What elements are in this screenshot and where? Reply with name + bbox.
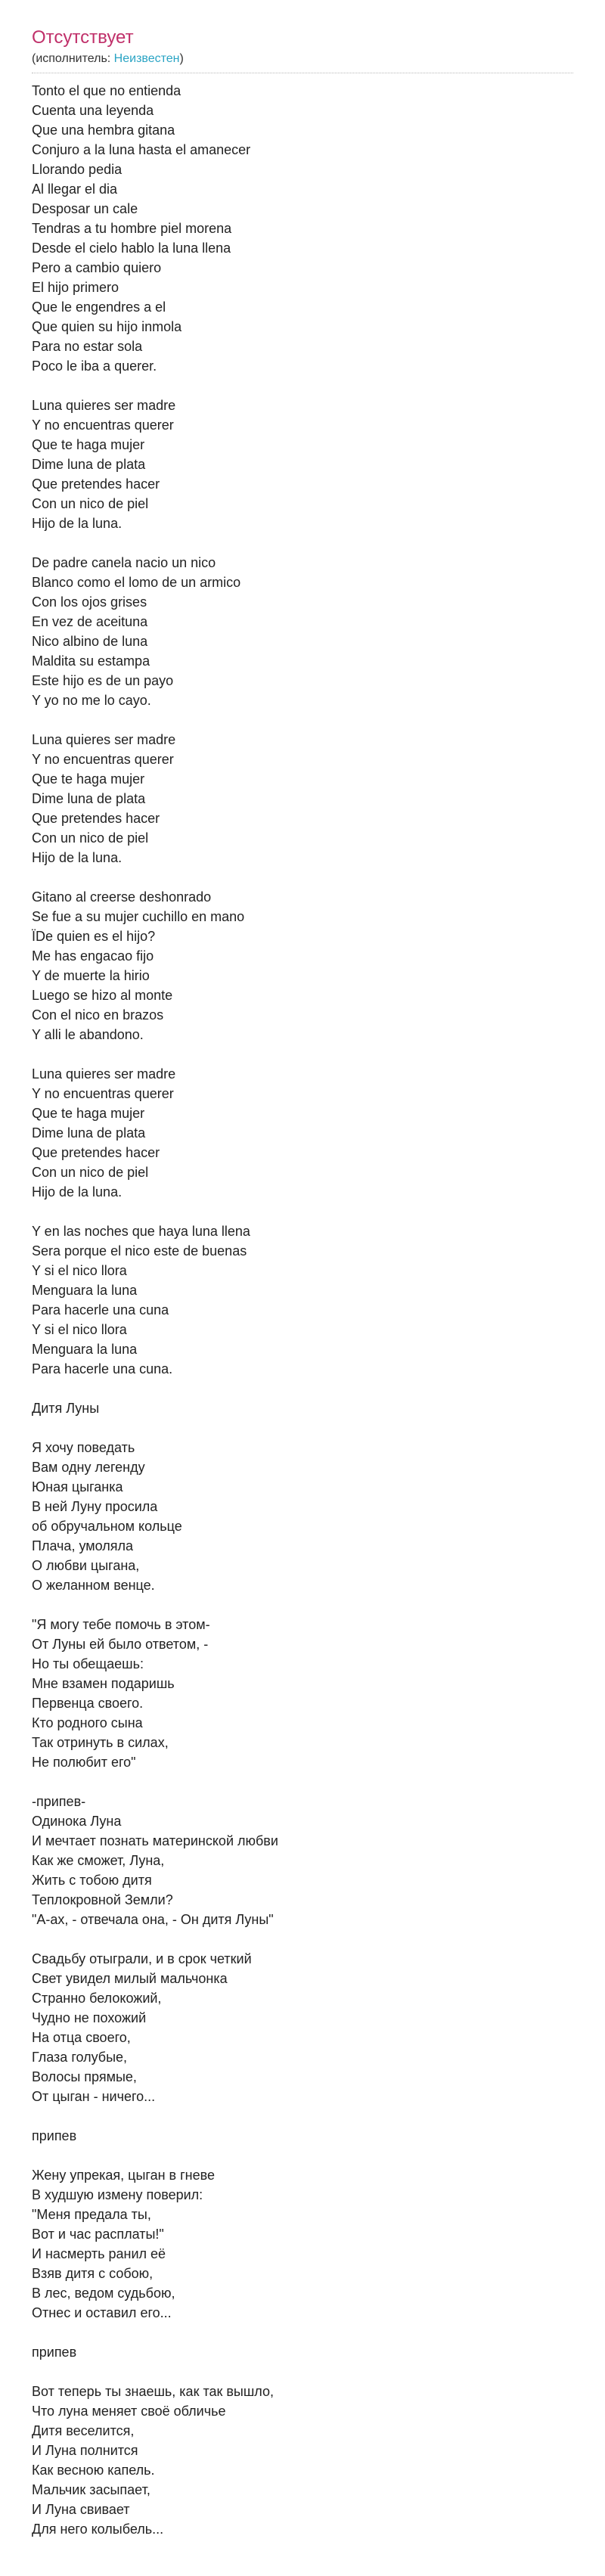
lyric-line: Que te haga mujer — [32, 1106, 145, 1121]
lyric-line: Взяв дитя с собою, — [32, 2266, 154, 2281]
lyric-line: В лес, ведом судьбою, — [32, 2286, 175, 2301]
stanza-break — [32, 2146, 573, 2165]
lyric-line: На отца своего, — [32, 2030, 131, 2045]
lyric-line: Dime luna de plata — [32, 1125, 146, 1141]
lyric-line: Maldita su estampa — [32, 653, 150, 669]
lyric-line: Menguara la luna — [32, 1283, 138, 1298]
lyric-line: Y si el nico llora — [32, 1263, 127, 1278]
lyric-line: Что луна меняет своё обличье — [32, 2404, 226, 2419]
lyric-line: Кто родного сына — [32, 1715, 143, 1730]
lyric-line: Poco le iba a querer. — [32, 358, 157, 374]
lyric-line: Tonto el que no entienda — [32, 83, 182, 98]
lyric-line: De padre canela nacio un nico — [32, 555, 216, 570]
lyric-line: Чудно не похожий — [32, 2010, 147, 2025]
lyric-line: Que pretendes hacer — [32, 476, 160, 492]
lyric-line: Con un nico de piel — [32, 830, 149, 846]
lyric-line: Глаза голубые, — [32, 2050, 128, 2065]
lyric-line: Юная цыганка — [32, 1479, 123, 1494]
artist-line — [32, 51, 573, 67]
lyric-line: И насмерть ранил её — [32, 2246, 166, 2261]
lyric-line: "А-ах, - отвечала она, - Он дитя Луны" — [32, 1912, 274, 1927]
lyric-line: -припев- — [32, 1794, 86, 1809]
lyric-line: Мальчик засыпает, — [32, 2482, 150, 2497]
lyric-line: Как же сможет, Луна, — [32, 1853, 165, 1868]
lyric-line: Первенца своего. — [32, 1696, 144, 1711]
lyric-line: Я хочу поведать — [32, 1440, 135, 1455]
lyric-line: Свадьбу отыграли, и в срок четкий — [32, 1951, 252, 1966]
lyric-line: En vez de aceituna — [32, 614, 148, 629]
lyric-line: припев — [32, 2345, 77, 2360]
lyric-line: Y alli le abandono. — [32, 1027, 144, 1042]
lyric-line: Que quien su hijo inmola — [32, 319, 182, 334]
artist-suffix: ) — [179, 52, 184, 65]
lyrics-text — [32, 81, 573, 2539]
lyric-line: Y no encuentras querer — [32, 417, 174, 433]
lyric-line: Для него колыбель... — [32, 2522, 164, 2537]
stanza-break — [32, 1044, 573, 1064]
lyric-line: Al llegar el dia — [32, 182, 118, 197]
lyric-line: Не полюбит его" — [32, 1755, 136, 1770]
stanza-break — [32, 1418, 573, 1438]
lyric-line: Se fue a su mujer cuchillo en mano — [32, 909, 245, 924]
lyric-line: Жить с тобою дитя — [32, 1873, 152, 1888]
lyric-line: Мне взамен подаришь — [32, 1676, 175, 1691]
lyric-line: Дитя Луны — [32, 1401, 100, 1416]
lyric-line: "Я могу тебе помочь в этом- — [32, 1617, 210, 1632]
lyric-line: Вам одну легенду — [32, 1460, 145, 1475]
lyric-line: Отнес и оставил его... — [32, 2305, 172, 2320]
lyric-line: Y no encuentras querer — [32, 1086, 174, 1101]
lyric-line: Que le engendres a el — [32, 299, 166, 315]
lyric-line: Con un nico de piel — [32, 1165, 149, 1180]
lyric-line: El hijo primero — [32, 280, 119, 295]
lyric-line: Одинока Луна — [32, 1814, 122, 1829]
lyric-line: Как весною капель. — [32, 2463, 155, 2478]
lyric-line: Blanco como el lomo de un armico — [32, 575, 241, 590]
stanza-break — [32, 2106, 573, 2126]
lyric-line: Que pretendes hacer — [32, 811, 160, 826]
lyric-line: Llorando pedia — [32, 162, 123, 177]
stanza-break — [32, 533, 573, 553]
lyric-line: Que te haga mujer — [32, 437, 145, 452]
lyric-line: Para hacerle una cuna — [32, 1302, 169, 1317]
artist-link[interactable]: Неизвестен — [113, 52, 180, 65]
lyric-line: Luna quieres ser madre — [32, 1066, 176, 1082]
stanza-break — [32, 376, 573, 396]
lyric-line: Hijo de la luna. — [32, 516, 123, 531]
lyric-line: Me has engacao fijo — [32, 948, 154, 964]
stanza-break — [32, 1379, 573, 1398]
lyric-line: Conjuro a la luna hasta el amanecer — [32, 142, 251, 157]
lyric-line: От цыган - ничего... — [32, 2089, 156, 2104]
stanza-break — [32, 2323, 573, 2342]
lyric-line: Y si el nico llora — [32, 1322, 127, 1337]
lyric-line: Con los ojos grises — [32, 594, 147, 610]
lyric-line: Que una hembra gitana — [32, 123, 175, 138]
song-title: Отсутствует — [32, 27, 134, 48]
lyric-line: Sera porque el nico este de buenas — [32, 1243, 247, 1259]
lyric-line: Para no estar sola — [32, 339, 143, 354]
lyric-line: об обручальном кольце — [32, 1519, 182, 1534]
lyric-line: Pero a cambio quiero — [32, 260, 162, 275]
stanza-break — [32, 1929, 573, 1949]
lyric-line: Para hacerle una cuna. — [32, 1361, 173, 1376]
lyric-line: Que pretendes hacer — [32, 1145, 160, 1160]
lyric-line: Вот теперь ты знаешь, как так вышло, — [32, 2384, 275, 2399]
lyric-line: Con el nico en brazos — [32, 1007, 164, 1023]
artist-prefix: (исполнитель: — [32, 52, 114, 65]
lyric-line: припев — [32, 2128, 77, 2143]
lyric-line: О любви цыгана, — [32, 1558, 140, 1573]
lyric-line: Y en las noches que haya luna llena — [32, 1224, 250, 1239]
stanza-break — [32, 1202, 573, 1221]
lyric-line: Hijo de la luna. — [32, 850, 123, 865]
lyric-line: Так отринуть в силах, — [32, 1735, 169, 1750]
lyric-line: Волосы прямые, — [32, 2069, 137, 2084]
lyric-line: Que te haga mujer — [32, 771, 145, 787]
stanza-break — [32, 1772, 573, 1792]
stanza-break — [32, 2362, 573, 2382]
lyric-line: Y de muerte la hirio — [32, 968, 150, 983]
lyric-line: Desde el cielo hablo la luna llena — [32, 241, 231, 256]
lyric-line: Dime luna de plata — [32, 457, 146, 472]
stanza-break — [32, 710, 573, 730]
stanza-break — [32, 1595, 573, 1615]
lyric-line: Плача, умоляла — [32, 1538, 133, 1553]
lyric-line: И мечтает познать материнской любви — [32, 1833, 278, 1848]
lyric-line: И Луна свивает — [32, 2502, 130, 2517]
lyric-line: Desposar un cale — [32, 201, 138, 216]
lyric-line: ÏDe quien es el hijo? — [32, 929, 156, 944]
lyric-line: Вот и час расплаты!" — [32, 2227, 164, 2242]
lyric-line: Свет увидел милый мальчонка — [32, 1971, 228, 1986]
lyric-line: Hijo de la luna. — [32, 1184, 123, 1200]
lyric-line: Но ты обещаешь: — [32, 1656, 144, 1671]
lyric-line: От Луны ей было ответом, - — [32, 1637, 209, 1652]
lyric-line: Y yo no me lo cayo. — [32, 693, 151, 708]
lyric-line: Con un nico de piel — [32, 496, 149, 511]
lyric-line: В худшую измену поверил: — [32, 2187, 203, 2202]
lyric-line: В ней Луну просила — [32, 1499, 158, 1514]
lyric-line: Tendras a tu hombre piel morena — [32, 221, 232, 236]
lyric-line: Странно белокожий, — [32, 1991, 162, 2006]
lyric-line: И Луна полнится — [32, 2443, 138, 2458]
lyric-line: Теплокровной Земли? — [32, 1892, 173, 1907]
stanza-break — [32, 867, 573, 887]
lyric-line: Gitano al creerse deshonrado — [32, 889, 212, 905]
lyric-line: Y no encuentras querer — [32, 752, 174, 767]
lyric-line: Luna quieres ser madre — [32, 398, 176, 413]
lyric-line: Cuenta una leyenda — [32, 103, 154, 118]
lyric-line: Жену упрекая, цыган в гневе — [32, 2168, 215, 2183]
lyric-line: Este hijo es de un payo — [32, 673, 174, 688]
lyric-line: О желанном венце. — [32, 1578, 155, 1593]
lyric-line: Luego se hizo al monte — [32, 988, 173, 1003]
lyric-line: Дитя веселится, — [32, 2423, 135, 2438]
lyric-line: Dime luna de plata — [32, 791, 146, 806]
lyric-line: Nico albino de luna — [32, 634, 148, 649]
lyric-line: "Меня предала ты, — [32, 2207, 151, 2222]
lyric-line: Luna quieres ser madre — [32, 732, 176, 747]
lyric-line: Menguara la luna — [32, 1342, 138, 1357]
